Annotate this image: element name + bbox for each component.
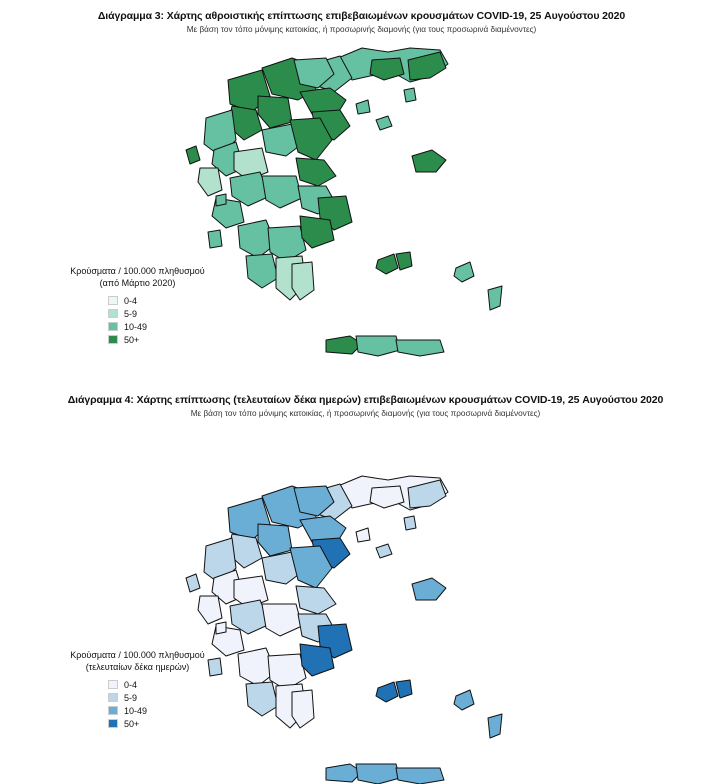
map-region [262,604,302,636]
legend-label: 10-49 [124,321,148,332]
legend-item [108,717,225,730]
legend-subtitle: (από Μάρτιο 2020) [99,278,176,288]
map-region [246,682,278,716]
legend-item [108,294,225,307]
map-region [258,524,292,556]
legend-subtitle: (τελευταίων δέκα ημερών) [85,662,190,672]
legend-swatch [108,335,118,344]
legend-title: Κρούσματα / 100.000 πληθυσμού [70,650,205,660]
legend-item [108,704,225,717]
map-region [208,230,222,248]
map-region [404,88,416,102]
map-region [454,690,474,710]
map-region [488,714,502,738]
legend-swatch [108,309,118,318]
map-region [356,100,370,114]
map-subtitle: Με βάση τον τόπο μόνιμης κατοικίας, ή προσωρινής διαμονής (για τους προσωρινά διαμένοντες) [190,409,541,418]
legend-swatch [108,719,118,728]
map-region [296,158,336,186]
map-region [356,528,370,542]
map-region [356,764,400,784]
legend-item [108,320,225,333]
map-legend [50,265,225,346]
map-region [198,168,222,196]
map-region [186,146,200,164]
legend-label: 5-9 [124,692,138,703]
map-region [262,176,302,208]
legend-swatch [108,693,118,702]
map-region [300,216,334,248]
legend-swatch [108,706,118,715]
map-subtitle: Με βάση τον τόπο μόνιμης κατοικίας, ή προσωρινής διαμονής (για τους προσωρινά διαμένοντες) [186,25,537,34]
legend-label: 0-4 [124,295,138,306]
map-region [216,194,226,206]
map-region [396,340,444,356]
legend-item [108,333,225,346]
map-region [258,96,292,128]
map-region [246,254,278,288]
map-title: Διάγραμμα 3: Χάρτης αθροιστικής επίπτωσης επιβεβαιωμένων κρουσμάτων COVID-19, 25 Αυγούστου 2020 [97,10,626,22]
map-region [454,262,474,282]
map-region [488,286,502,310]
legend-label: 5-9 [124,308,138,319]
map-region [412,150,446,172]
map-region [300,644,334,676]
map-region [376,682,398,702]
legend-swatch [108,322,118,331]
map-region [376,544,392,558]
map-region [376,254,398,274]
legend-swatch [108,680,118,689]
legend-title: Κρούσματα / 100.000 πληθυσμού [70,266,205,276]
map-panel-last-ten-days [0,392,707,784]
legend-swatch [108,296,118,305]
map-region [356,336,400,356]
map-region [396,768,444,784]
map-region [370,58,404,80]
map-region [376,116,392,130]
legend-item [108,691,225,704]
map-region [370,486,404,508]
legend-item [108,307,225,320]
legend-item [108,678,225,691]
map-legend [50,649,225,730]
map-title: Διάγραμμα 4: Χάρτης επίπτωσης (τελευταίων δέκα ημερών) επιβεβαιωμένων κρουσμάτων COVID-19, 25 Αυγούστου 2020 [67,394,664,406]
legend-label: 10-49 [124,705,148,716]
legend-label: 50+ [124,718,140,729]
map-region [396,680,412,698]
map-region [412,578,446,600]
map-region [404,516,416,530]
map-region [396,252,412,270]
legend-label: 0-4 [124,679,138,690]
map-region [216,622,226,634]
map-region [296,586,336,614]
map-region [186,574,200,592]
legend-label: 50+ [124,334,140,345]
map-region [198,596,222,624]
